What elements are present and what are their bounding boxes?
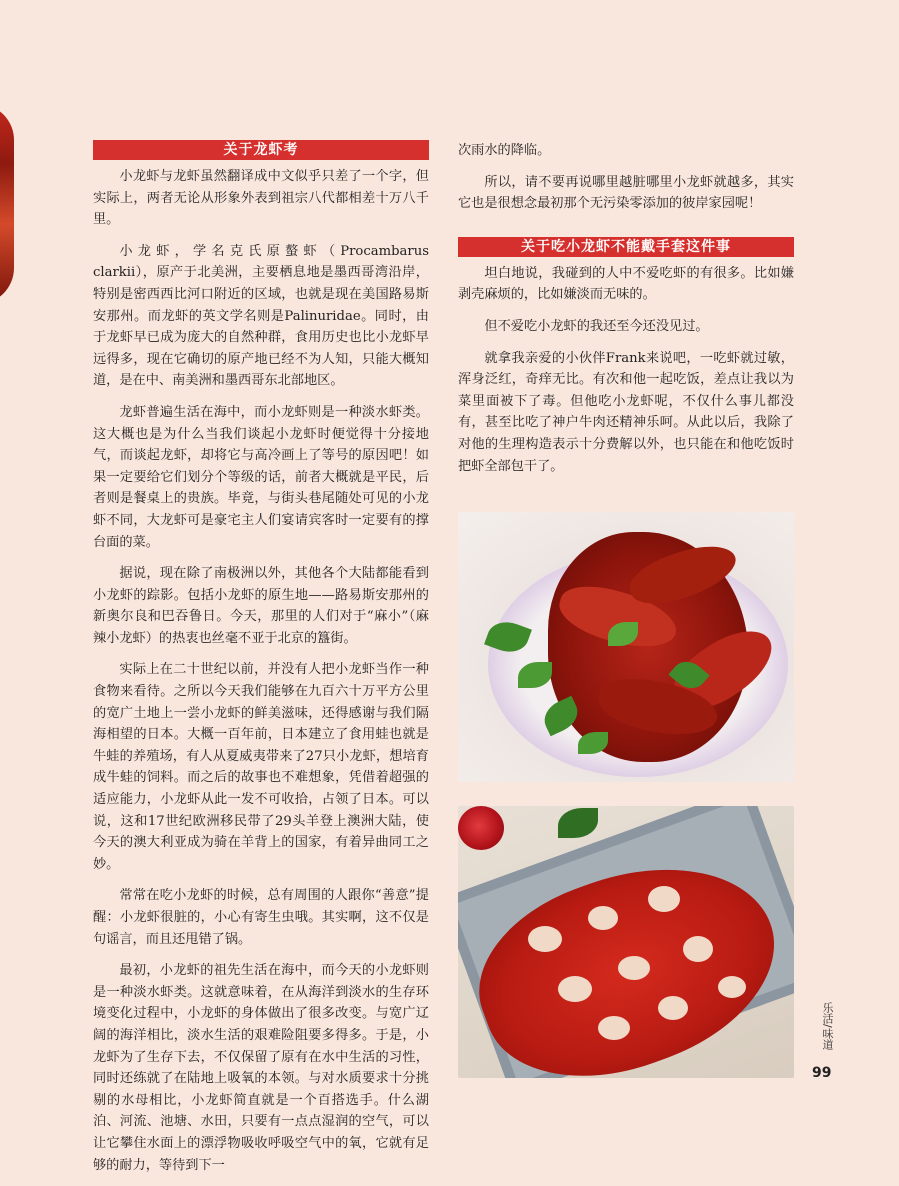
crayfish-plate-photo (458, 512, 794, 782)
paragraph: 龙虾普遍生活在海中，而小龙虾则是一种淡水虾类。这大概也是为什么当我们谈起小龙虾时便觉得十分接地气，而谈起龙虾，却将它与高冷画上了等号的原因吧！如果一定要给它们划分个等级的话，前者大概就是平民，后者则是餐桌上的贵族。毕竟，与街头巷尾随处可见的小龙虾不同，大龙虾可是豪宅主人们宴请宾客时一定要有的撑台面的菜。 (93, 404, 429, 550)
crayfish-tray-photo (458, 806, 794, 1078)
section-label: 乐活/味道 (821, 1002, 834, 1050)
crayfish-meat (658, 996, 688, 1020)
crayfish-meat (588, 906, 618, 930)
edge-decorative-image (0, 104, 14, 304)
paragraph: 坦白地说，我碰到的人中不爱吃虾的有很多。比如嫌剥壳麻烦的，比如嫌淡而无味的。 (458, 265, 794, 303)
crayfish-meat (618, 956, 650, 980)
paragraph: 常常在吃小龙虾的时候，总有周围的人跟你“善意”提醒：小龙虾很脏的，小心有寄生虫哦。其实啊，这不仅是句谣言，而且还甩错了锅。 (93, 888, 429, 947)
crayfish-meat (558, 976, 592, 1002)
section-heading-gloves: 关于吃小龙虾不能戴手套这件事 (458, 237, 794, 257)
paragraph-continuation: 次雨水的降临。 (458, 143, 551, 158)
paragraph: 最初，小龙虾的祖先生活在海中，而今天的小龙虾则是一种淡水虾类。这就意味着，在从海洋到淡水的生存环境变化过程中，小龙虾的身体做出了很多改变。与宽广辽阔的海洋相比，淡水生活的艰难险阻要多得多。于是，小龙虾为了生存下去，不仅保留了原有在水中生活的习性，同时还练就了在陆地上吸氧的本领。与对水质要求十分挑剔的水母相比，小龙虾简直就是一个百搭选手。什么湖泊、河流、池塘、水田，只要有一点点湿润的空气，可以让它攀住水面上的漂浮物吸收呼吸空气中的氧，它就有足够的耐力，等待到下一 (93, 963, 429, 1173)
left-column (93, 140, 429, 1186)
crayfish-meat (528, 926, 562, 952)
crayfish-meat (718, 976, 746, 998)
paragraph: 小龙虾，学名克氏原螯虾（Procambarus clarkii），原产于北美洲，主要栖息地是墨西哥湾沿岸，特别是密西西比河口附近的区域，也就是现在美国路易斯安那州。而龙虾的英文学名则是Palinuridae。同时，由于龙虾早已成为庞大的自然种群，食用历史也比小龙虾早远得多，现在它确切的原产地已经不为人知，只能大概知道，是在中、南美洲和墨西哥东北部地区。 (93, 243, 429, 389)
paragraph: 小龙虾与龙虾虽然翻译成中文似乎只差了一个字，但实际上，两者无论从形象外表到祖宗八代都相差十万八千里。 (93, 169, 429, 228)
paragraph: 所以，请不要再说哪里越脏哪里小龙虾就越多，其实它也是很想念最初那个无污染零添加的彼岸家园呢！ (458, 174, 794, 212)
crayfish-meat (648, 886, 680, 912)
garnish-leaf (558, 808, 598, 838)
paragraph: 但不爱吃小龙虾的我还至今还没见过。 (484, 318, 709, 334)
paragraph: 就拿我亲爱的小伙伴Frank来说吧，一吃虾就过敏，浑身泛红，奇痒无比。有次和他一起吃饭，差点让我以为菜里面被下了毒。但他吃小龙虾呢，不仅什么事儿都没有，甚至比吃了神户牛肉还精神乐呵。从此以后，我除了对他的生理构造表示十分费解以外，也只能在和他吃饭时把虾全部包干了。 (458, 350, 794, 474)
rose-garnish (458, 806, 504, 850)
right-column (458, 140, 794, 487)
page-number: 99 (812, 1065, 832, 1081)
section-heading-lobster: 关于龙虾考 (93, 140, 429, 160)
paragraph: 实际上在二十世纪以前，并没有人把小龙虾当作一种食物来看待。之所以今天我们能够在九百六十万平方公里的宽广土地上一尝小龙虾的鲜美滋味，还得感谢与我们隔海相望的日本。大概一百年前，日本建立了食用蛙也就是牛蛙的养殖场，有人从夏威夷带来了27只小龙虾，想培育成牛蛙的饲料。而之后的故事也不难想象，凭借着超强的适应能力，小龙虾从此一发不可收拾，占领了日本。可以说，这和17世纪欧洲移民带了29头羊登上澳洲大陆，使今天的澳大利亚成为骑在羊背上的国家，有着异曲同工之妙。 (93, 662, 429, 872)
crayfish-meat (683, 936, 713, 962)
paragraph: 据说，现在除了南极洲以外，其他各个大陆都能看到小龙虾的踪影。包括小龙虾的原生地——路易斯安那州的新奥尔良和巴吞鲁日。今天，那里的人们对于“麻小”（麻辣小龙虾）的热衷也丝毫不亚于北京的簋街。 (93, 566, 429, 646)
crayfish-meat (598, 1016, 630, 1040)
